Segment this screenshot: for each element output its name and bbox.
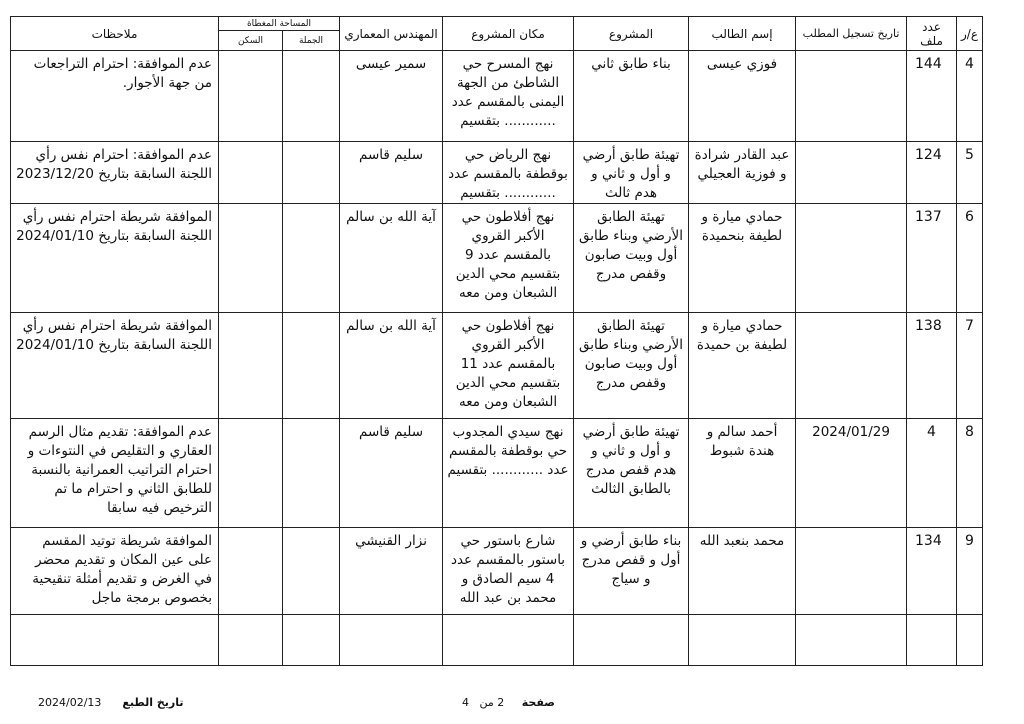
file-number: 134: [907, 528, 957, 615]
col-reg-date: تاريخ تسجيل المطلب: [796, 17, 907, 51]
file-number: 124: [907, 142, 957, 204]
page-label: صفحة: [521, 696, 555, 709]
file-number: 144: [907, 51, 957, 142]
area-total: [283, 142, 340, 204]
location: نهج أفلاطون حي الأكبر القروي بالمقسم عدد 11 بتقسيم محي الدين الشبعان ومن معه: [443, 313, 574, 419]
applications-table: [10, 16, 983, 666]
area-total: [283, 528, 340, 615]
empty-cell: [443, 615, 574, 666]
reg-date: [796, 528, 907, 615]
empty-cell: [957, 615, 983, 666]
area-housing: [219, 313, 283, 419]
notes: الموافقة شريطة توتيد المقسم على عين المكان و تقديم محضر في الغرض و تقديم أمثلة تنقيحية بخصوص برمجة ماجل: [11, 528, 219, 615]
notes: عدم الموافقة: احترام التراجعات من جهة الأجوار.: [11, 51, 219, 142]
applicant: عبد القادر شرادة و فوزية العجيلي: [689, 142, 796, 204]
area-total: [283, 204, 340, 313]
file-number: 137: [907, 204, 957, 313]
row-number: 8: [957, 419, 983, 528]
architect: نزار القنيشي: [340, 528, 443, 615]
table-row: [11, 419, 983, 528]
architect: آية الله بن سالم: [340, 204, 443, 313]
row-number: 7: [957, 313, 983, 419]
row-number: 9: [957, 528, 983, 615]
reg-date: [796, 204, 907, 313]
architect: سليم قاسم: [340, 419, 443, 528]
empty-cell: [907, 615, 957, 666]
notes: الموافقة شريطة احترام نفس رأي اللجنة السابقة بتاريخ 2024/01/10: [11, 313, 219, 419]
empty-cell: [796, 615, 907, 666]
architect: سمير عيسى: [340, 51, 443, 142]
minutes-sheet: [10, 16, 982, 666]
applicant: حمادي ميارة و لطيفة بنحميدة: [689, 204, 796, 313]
row-number: 6: [957, 204, 983, 313]
col-notes: ملاحظات: [11, 17, 219, 51]
project: بناء طابق أرضي و أول و قفص مدرج و سياج: [574, 528, 689, 615]
col-row-no: ع/ر: [957, 17, 983, 51]
file-number: 138: [907, 313, 957, 419]
page-of: من: [479, 696, 494, 709]
file-number: 4: [907, 419, 957, 528]
project: تهيئة الطابق الأرضي وبناء طابق أول وبيت صابون وقفص مدرج: [574, 313, 689, 419]
location: نهج سيدي المجدوب حي بوقطفة بالمقسم عدد ............ بتقسيم: [443, 419, 574, 528]
col-project: المشروع: [574, 17, 689, 51]
col-area: المساحة المغطاة: [219, 17, 340, 31]
reg-date: [796, 51, 907, 142]
col-file-no: عدد ملف: [907, 17, 957, 51]
empty-cell: [574, 615, 689, 666]
empty-cell: [11, 615, 219, 666]
area-housing: [219, 142, 283, 204]
row-number: 4: [957, 51, 983, 142]
empty-cell: [283, 615, 340, 666]
applicant: أحمد سالم و هندة شبوط: [689, 419, 796, 528]
col-area-housing: السكن: [219, 31, 283, 51]
page-number-footer: [462, 696, 602, 709]
print-date-footer: [38, 696, 198, 709]
area-housing: [219, 528, 283, 615]
print-date: 2024/02/13: [38, 696, 102, 709]
project: تهيئة طابق أرضي و أول و ثاني و هدم ثالث: [574, 142, 689, 204]
reg-date: [796, 142, 907, 204]
row-number: 5: [957, 142, 983, 204]
area-housing: [219, 419, 283, 528]
project: تهيئة الطابق الأرضي وبناء طابق أول وبيت صابون وقفص مدرج: [574, 204, 689, 313]
notes: عدم الموافقة: احترام نفس رأي اللجنة السابقة بتاريخ 2023/12/20: [11, 142, 219, 204]
applicant: محمد بنعبد الله: [689, 528, 796, 615]
header-row: [11, 17, 983, 31]
area-total: [283, 313, 340, 419]
empty-row: [11, 615, 983, 666]
location: شارع باستور حي باستور بالمقسم عدد 4 سيم الصادق و محمد بن عبد الله: [443, 528, 574, 615]
col-architect: المهندس المعماري: [340, 17, 443, 51]
reg-date: 2024/01/29: [796, 419, 907, 528]
table-row: [11, 204, 983, 313]
print-date-label: تاريخ الطبع: [122, 696, 184, 709]
notes: عدم الموافقة: تقديم مثال الرسم العقاري و التقليص في النتوءات و احترام التراتيب العمرانية بالنسبة للطابق الثاني و احترام ما تم الترخيص فيه سابقا: [11, 419, 219, 528]
table-row: [11, 313, 983, 419]
location: نهج الرياض حي بوقطفة بالمقسم عدد ............ بتقسيم: [443, 142, 574, 204]
architect: آية الله بن سالم: [340, 313, 443, 419]
applicant: فوزي عيسى: [689, 51, 796, 142]
table-row: [11, 142, 983, 204]
location: نهج أفلاطون حي الأكبر القروي بالمقسم عدد 9 بتقسيم محي الدين الشبعان ومن معه: [443, 204, 574, 313]
page-current: 2: [497, 696, 505, 709]
area-total: [283, 51, 340, 142]
empty-cell: [689, 615, 796, 666]
col-area-total: الجملة: [283, 31, 340, 51]
table-row: [11, 528, 983, 615]
area-housing: [219, 51, 283, 142]
empty-cell: [219, 615, 283, 666]
project: تهيئة طابق أرضي و أول و ثاني و هدم قفص مدرج بالطابق الثالث: [574, 419, 689, 528]
notes: الموافقة شريطة احترام نفس رأي اللجنة السابقة بتاريخ 2024/01/10: [11, 204, 219, 313]
applicant: حمادي ميارة و لطيفة بن حميدة: [689, 313, 796, 419]
architect: سليم قاسم: [340, 142, 443, 204]
table-row: [11, 51, 983, 142]
empty-cell: [340, 615, 443, 666]
project: بناء طابق ثاني: [574, 51, 689, 142]
area-housing: [219, 204, 283, 313]
page-total: 4: [462, 696, 469, 709]
reg-date: [796, 313, 907, 419]
col-location: مكان المشروع: [443, 17, 574, 51]
area-total: [283, 419, 340, 528]
col-applicant: إسم الطالب: [689, 17, 796, 51]
location: نهج المسرح حي الشاطئ من الجهة اليمنى بالمقسم عدد ............ بتقسيم: [443, 51, 574, 142]
